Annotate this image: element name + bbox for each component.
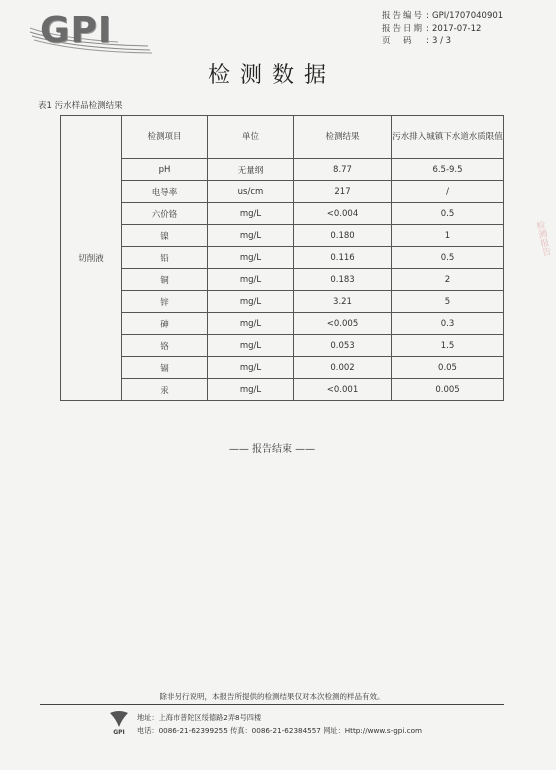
- result-cell: 0.183: [294, 269, 392, 291]
- web-label: 网址：: [323, 726, 345, 735]
- logo-text: GPI: [40, 10, 113, 51]
- column-header: 单位: [208, 116, 294, 159]
- fax: 0086-21-62384557: [251, 726, 321, 735]
- limit-cell: 6.5-9.5: [392, 159, 504, 181]
- limit-cell: 2: [392, 269, 504, 291]
- page-number-label: 页 码: [382, 36, 414, 46]
- column-header: 检测项目: [122, 116, 208, 159]
- result-cell: <0.001: [294, 379, 392, 401]
- phone: 0086-21-62399255: [158, 726, 228, 735]
- unit-cell: mg/L: [208, 225, 294, 247]
- report-end-marker: —— 报告结束 ——: [228, 444, 316, 455]
- test-item-cell: 镍: [122, 225, 208, 247]
- table-header-row: [61, 116, 504, 159]
- unit-cell: mg/L: [208, 291, 294, 313]
- result-cell: 0.053: [294, 335, 392, 357]
- sample-group-cell: 切削液: [61, 116, 122, 401]
- limit-cell: 0.05: [392, 357, 504, 379]
- seal-stamp: 检测报告: [533, 219, 551, 258]
- column-header: 污水排入城镇下水道水质限值: [392, 116, 504, 159]
- table-row: [61, 379, 504, 401]
- report-date: 2017-07-12: [432, 23, 482, 34]
- disclaimer: 除非另行说明，本报告所提供的检测结果仅对本次检测的样品有效。: [159, 692, 385, 701]
- limit-cell: 1: [392, 225, 504, 247]
- address-label: 地址：: [137, 713, 159, 722]
- address-row: [137, 711, 422, 724]
- result-cell: 8.77: [294, 159, 392, 181]
- result-cell: <0.005: [294, 313, 392, 335]
- result-cell: 0.116: [294, 247, 392, 269]
- report-date-label: 报告日期: [382, 23, 425, 34]
- test-item-cell: 砷: [122, 313, 208, 335]
- unit-cell: mg/L: [208, 313, 294, 335]
- page-title: 检测数据: [207, 63, 336, 88]
- limit-cell: 0.3: [392, 313, 504, 335]
- column-header: 检测结果: [294, 116, 392, 159]
- table-row: [61, 225, 504, 247]
- website: Http://www.s-gpi.com: [344, 726, 422, 735]
- contact-row: [137, 724, 422, 737]
- table-row: [61, 203, 504, 225]
- table-row: [61, 291, 504, 313]
- result-cell: 3.21: [294, 291, 392, 313]
- table-row: [61, 181, 504, 203]
- table-caption: 表1 污水样品检测结果: [38, 101, 123, 111]
- limit-cell: 1.5: [392, 335, 504, 357]
- limit-cell: 0.5: [392, 247, 504, 269]
- address: 上海市普陀区绥德路2弄8号四楼: [158, 713, 262, 722]
- unit-cell: us/cm: [208, 181, 294, 203]
- report-number-row: 报告编号 : GPI/1707040901: [382, 11, 504, 21]
- footer-divider: [40, 704, 504, 705]
- test-item-cell: 铬: [122, 335, 208, 357]
- unit-cell: mg/L: [208, 247, 294, 269]
- result-cell: 0.180: [294, 225, 392, 247]
- table-row: [61, 269, 504, 291]
- result-cell: <0.004: [294, 203, 392, 225]
- test-item-cell: 镉: [122, 357, 208, 379]
- fax-label: 传真：: [230, 726, 252, 735]
- test-item-cell: 汞: [122, 379, 208, 401]
- report-date-row: 报告日期 : 2017-07-12: [382, 23, 482, 34]
- test-item-cell: 锌: [122, 291, 208, 313]
- test-item-cell: 铜: [122, 269, 208, 291]
- test-item-cell: 六价铬: [122, 203, 208, 225]
- svg-text:GPI: GPI: [113, 729, 125, 736]
- test-item-cell: pH: [122, 159, 208, 181]
- limit-cell: /: [392, 181, 504, 203]
- unit-cell: mg/L: [208, 379, 294, 401]
- table-row: [61, 335, 504, 357]
- table-row: [61, 357, 504, 379]
- test-item-cell: 电导率: [122, 181, 208, 203]
- report-number: GPI/1707040901: [432, 11, 504, 21]
- table-row: [61, 313, 504, 335]
- page-number: 3 / 3: [432, 36, 452, 46]
- phone-label: 电话：: [137, 726, 159, 735]
- result-cell: 0.002: [294, 357, 392, 379]
- gpi-logo: [28, 8, 158, 54]
- page-number-row: 页 码 : 3 / 3: [382, 36, 452, 46]
- test-item-cell: 铅: [122, 247, 208, 269]
- footer-contact: [137, 711, 422, 737]
- unit-cell: mg/L: [208, 357, 294, 379]
- limit-cell: 0.005: [392, 379, 504, 401]
- unit-cell: mg/L: [208, 203, 294, 225]
- unit-cell: mg/L: [208, 269, 294, 291]
- report-meta: [382, 10, 503, 48]
- unit-cell: mg/L: [208, 335, 294, 357]
- results-table: [60, 115, 504, 401]
- table-row: [61, 159, 504, 181]
- limit-cell: 5: [392, 291, 504, 313]
- unit-cell: 无量纲: [208, 159, 294, 181]
- limit-cell: 0.5: [392, 203, 504, 225]
- result-cell: 217: [294, 181, 392, 203]
- report-number-label: 报告编号: [382, 11, 425, 21]
- footer-logo-icon: [108, 709, 130, 735]
- table-row: [61, 247, 504, 269]
